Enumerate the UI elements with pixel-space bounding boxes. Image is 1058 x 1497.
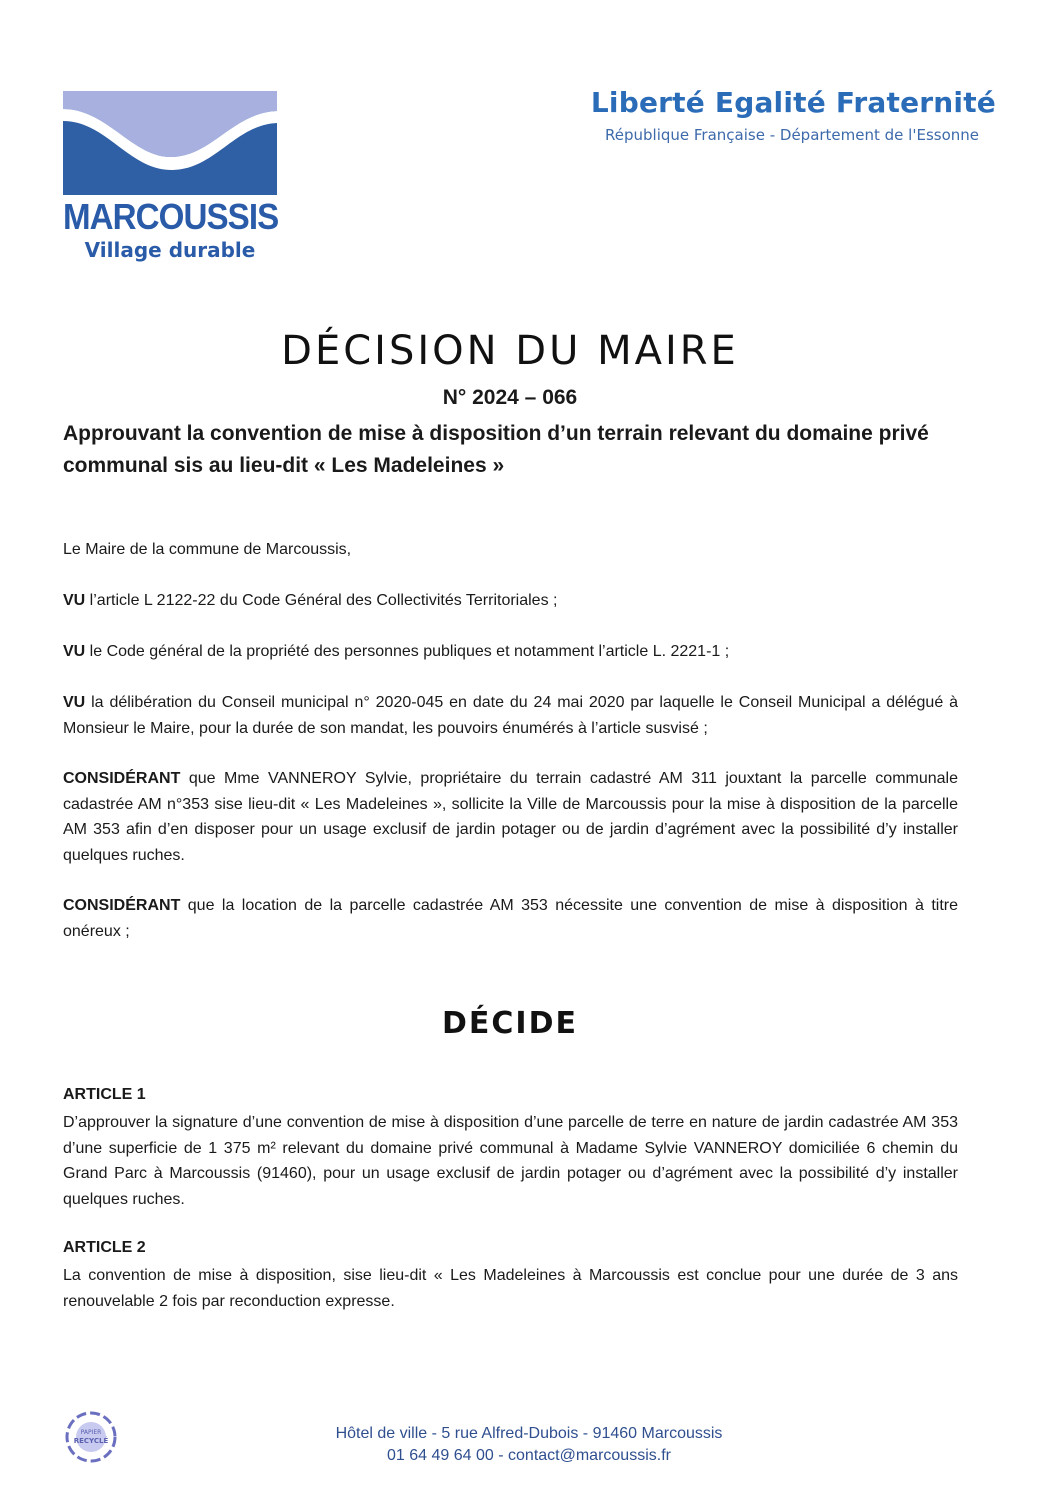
article-2-heading: ARTICLE 2 [63, 1239, 146, 1256]
vu-paragraph-3 [63, 690, 958, 741]
republic-subtitle: République Française - Département de l'Essonne [605, 126, 979, 144]
vu-lead: VU [63, 694, 86, 711]
decision-subject: Approuvant la convention de mise à disposition d’un terrain relevant du domaine privé communal sis au lieu-dit « Les Madeleines » [63, 422, 929, 477]
vu-lead: VU [63, 592, 86, 609]
vu-text: l’article L 2122-22 du Code Général des Collectivités Territoriales ; [85, 592, 558, 609]
recycle-label-bottom: RECYCLÉ [73, 1437, 109, 1445]
logo-name: MARCOUSSIS [63, 196, 279, 237]
document-title: DÉCISION DU MAIRE [281, 328, 739, 374]
article-1-text: D’approuver la signature d’une convention de mise à disposition d’une parcelle de terre en nature de jardin cadastrée AM 353 d’une superficie de 1 375 m² relevant du domaine privé communal à Madame Sylvie VANNEROY domiciliée 6 chemin du Grand Parc à Marcoussis (91460), pour un usage exclusif de jardin potager ou d’agrément avec la possibilité d’y installer quelques ruches. [63, 1114, 958, 1208]
considerant-text: que Mme VANNEROY Sylvie, propriétaire du terrain cadastré AM 311 jouxtant la parcelle communale cadastrée AM n°353 sise lieu-dit « Les Madeleines », sollicite la Ville de Marcoussis pour la mise à disposition de la parcelle AM 353 afin d’en disposer pour un usage exclusif de jardin potager ou de jardin d’agrément avec la possibilité d’y installer quelques ruches. [63, 770, 958, 864]
footer-contact: 01 64 49 64 00 - contact@marcoussis.fr [387, 1447, 671, 1464]
logo-tagline: Village durable [84, 238, 256, 262]
vu-lead: VU [63, 643, 86, 660]
logo-wave-emblem [63, 91, 277, 195]
vu-paragraph-2 [63, 639, 958, 665]
decision-number: N° 2024 – 066 [442, 386, 578, 409]
footer-address: Hôtel de ville - 5 rue Alfred-Dubois - 91460 Marcoussis [335, 1425, 723, 1442]
vu-text: le Code général de la propriété des personnes publiques et notamment l’article L. 2221-1 ; [85, 643, 730, 660]
intro-paragraph: Le Maire de la commune de Marcoussis, [63, 541, 352, 558]
considerant-text: que la location de la parcelle cadastrée AM 353 nécessite une convention de mise à disposition à titre onéreux ; [63, 897, 958, 940]
article-2-text: La convention de mise à disposition, sise lieu-dit « Les Madeleines à Marcoussis est conclue pour une durée de 3 ans renouvelable 2 fois par reconduction expresse. [63, 1267, 958, 1310]
marcoussis-logo [63, 91, 277, 195]
vu-text: la délibération du Conseil municipal n° 2020-045 en date du 24 mai 2020 par laquelle le Conseil Municipal a délégué à Monsieur le Maire, pour la durée de son mandat, les pouvoirs énumérés à l’article susvisé ; [63, 694, 958, 737]
republic-motto: Liberté Egalité Fraternité [590, 86, 996, 119]
considerant-lead: CONSIDÉRANT [63, 770, 181, 787]
decide-heading: DÉCIDE [442, 1006, 578, 1041]
recycle-label-top: PAPIER [80, 1429, 102, 1436]
considerant-paragraph-2 [63, 893, 958, 944]
article-1-heading: ARTICLE 1 [63, 1086, 146, 1103]
considerant-lead: CONSIDÉRANT [63, 897, 181, 914]
vu-paragraph-1 [63, 588, 958, 614]
considerant-paragraph-1 [63, 766, 958, 868]
